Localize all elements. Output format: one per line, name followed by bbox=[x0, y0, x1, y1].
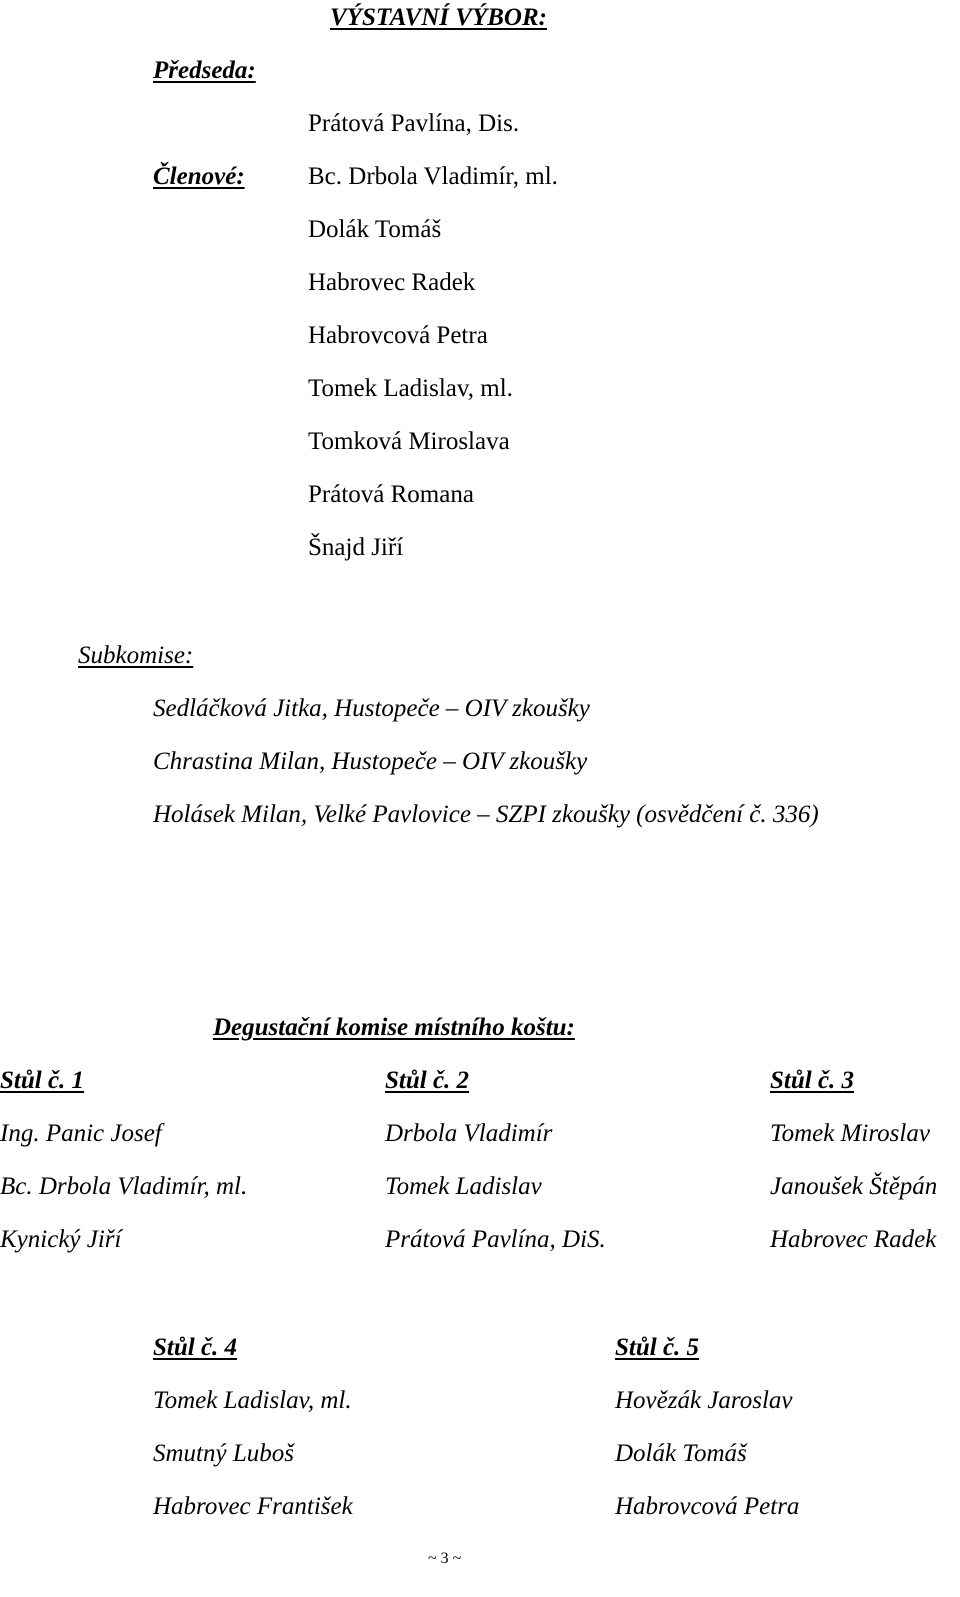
table-3-member: Janoušek Štěpán bbox=[770, 1173, 938, 1200]
table-3-member: Tomek Miroslav bbox=[770, 1120, 930, 1147]
member-name: Prátová Romana bbox=[308, 481, 474, 508]
subcommittee-label: Subkomise: bbox=[78, 642, 194, 669]
page-number: ~ 3 ~ bbox=[428, 1550, 462, 1567]
member-name: Tomek Ladislav, ml. bbox=[308, 375, 513, 402]
subcommittee-entry: Holásek Milan, Velké Pavlovice – SZPI zkoušky (osvědčení č. 336) bbox=[153, 801, 819, 828]
table-2-member: Tomek Ladislav bbox=[385, 1173, 542, 1200]
page-title: VÝSTAVNÍ VÝBOR: bbox=[330, 4, 547, 31]
table-4-member: Smutný Luboš bbox=[153, 1440, 294, 1467]
tasting-heading: Degustační komise místního koštu: bbox=[213, 1014, 575, 1041]
member-name: Habrovec Radek bbox=[308, 269, 476, 296]
member-name: Tomková Miroslava bbox=[308, 428, 510, 455]
members-label: Členové: bbox=[153, 163, 245, 190]
table-2-label: Stůl č. 2 bbox=[385, 1067, 470, 1094]
table-1-label: Stůl č. 1 bbox=[0, 1067, 85, 1094]
table-2-member: Drbola Vladimír bbox=[385, 1120, 553, 1147]
table-3-member: Habrovec Radek bbox=[770, 1226, 937, 1253]
table-1-member: Bc. Drbola Vladimír, ml. bbox=[0, 1173, 248, 1200]
chair-name: Prátová Pavlína, Dis. bbox=[308, 110, 520, 137]
table-4-member: Habrovec František bbox=[153, 1493, 353, 1520]
table-3-label: Stůl č. 3 bbox=[770, 1067, 855, 1094]
table-5-member: Habrovcová Petra bbox=[615, 1493, 800, 1520]
table-1-member: Ing. Panic Josef bbox=[0, 1120, 162, 1147]
table-5-member: Dolák Tomáš bbox=[615, 1440, 747, 1467]
member-name: Dolák Tomáš bbox=[308, 216, 442, 243]
table-4-label: Stůl č. 4 bbox=[153, 1334, 238, 1361]
table-1-member: Kynický Jiří bbox=[0, 1226, 122, 1253]
subcommittee-entry: Sedláčková Jitka, Hustopeče – OIV zkoušky bbox=[153, 695, 590, 722]
table-2-member: Prátová Pavlína, DiS. bbox=[385, 1226, 606, 1253]
table-4-member: Tomek Ladislav, ml. bbox=[153, 1387, 352, 1414]
table-5-member: Hovězák Jaroslav bbox=[615, 1387, 793, 1414]
member-name: Bc. Drbola Vladimír, ml. bbox=[308, 163, 558, 190]
member-name: Šnajd Jiří bbox=[308, 534, 404, 561]
table-5-label: Stůl č. 5 bbox=[615, 1334, 700, 1361]
member-name: Habrovcová Petra bbox=[308, 322, 488, 349]
chair-label: Předseda: bbox=[153, 57, 256, 84]
subcommittee-entry: Chrastina Milan, Hustopeče – OIV zkoušky bbox=[153, 748, 588, 775]
